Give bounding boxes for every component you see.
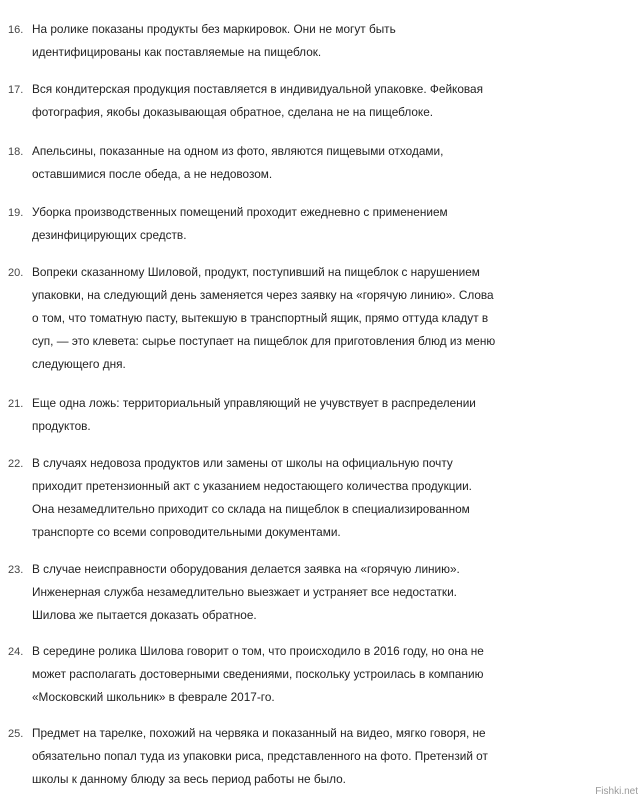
text-line: следующего дня. [32,357,126,371]
item-number: 20. [8,267,24,279]
item-number: 21. [8,398,24,410]
text-line: дезинфицирующих средств. [32,228,187,242]
text-line: идентифицированы как поставляемые на пищеблок. [32,45,322,59]
text-line: упаковки, на следующий день заменяется через заявку на «горячую линию». Слова [32,288,494,302]
item-text [32,640,638,709]
text-line: школы к данному блюду за весь период работы не было. [32,772,346,786]
text-line: Вопреки сказанному Шиловой, продукт, поступивший на пищеблок с нарушением [32,265,480,279]
text-line: приходит претензионный акт с указанием недостающего количества продукции. [32,479,472,493]
item-number: 17. [8,84,24,96]
text-line: На ролике показаны продукты без маркировок. Они не могут быть [32,22,396,36]
item-text [32,722,638,791]
text-line: Инженерная служба незамедлительно выезжает и устраняет все недостатки. [32,585,457,599]
watermark-fishki: Fishki.net [595,786,638,797]
text-line: Уборка производственных помещений проходит ежедневно с применением [32,205,448,219]
item-number: 16. [8,24,24,36]
text-line: Еще одна ложь: территориальный управляющий не учувствует в распределении [32,396,476,410]
item-text [32,558,638,627]
text-line: Вся кондитерская продукция поставляется в индивидуальной упаковке. Фейковая [32,82,483,96]
item-number: 23. [8,564,24,576]
item-number: 25. [8,728,24,740]
text-line: Предмет на тарелке, похожий на червяка и показанный на видео, мягко говоря, не [32,726,486,740]
text-line: В случае неисправности оборудования делается заявка на «горячую линию». [32,562,460,576]
item-text [32,201,638,247]
text-line: оставшимися после обеда, а не недовозом. [32,167,273,181]
text-line: о том, что томатную пасту, вытекшую в транспортный ящик, прямо оттуда кладут в [32,311,489,325]
text-line: Апельсины, показанные на одном из фото, являются пищевыми отходами, [32,144,444,158]
text-line: продуктов. [32,419,91,433]
item-text [32,78,638,124]
text-line: фотография, якобы доказывающая обратное, сделана не на пищеблоке. [32,105,434,119]
item-text [32,140,638,186]
item-number: 18. [8,146,24,158]
text-line: суп, — это клевета: сырье поступает на пищеблок для приготовления блюд из меню [32,334,496,348]
item-number: 22. [8,458,24,470]
text-line: обязательно попал туда из упаковки риса, представленного на фото. Претензий от [32,749,488,763]
item-text [32,392,638,438]
text-line: В случаях недовоза продуктов или замены от школы на официальную почту [32,456,453,470]
text-line: транспорте со всеми сопроводительными документами. [32,525,341,539]
text-line: Шилова же пытается доказать обратное. [32,608,257,622]
text-line: В середине ролика Шилова говорит о том, что происходило в 2016 году, но она не [32,644,484,658]
item-text [32,261,638,376]
item-text [32,18,638,64]
text-line: может располагать достоверными сведениями, поскольку устроилась в компанию [32,667,484,681]
item-number: 19. [8,207,24,219]
text-line: Она незамедлительно приходит со склада на пищеблок в специализированном [32,502,470,516]
item-number: 24. [8,646,24,658]
text-line: «Московский школьник» в феврале 2017-го. [32,690,275,704]
item-text [32,452,638,544]
